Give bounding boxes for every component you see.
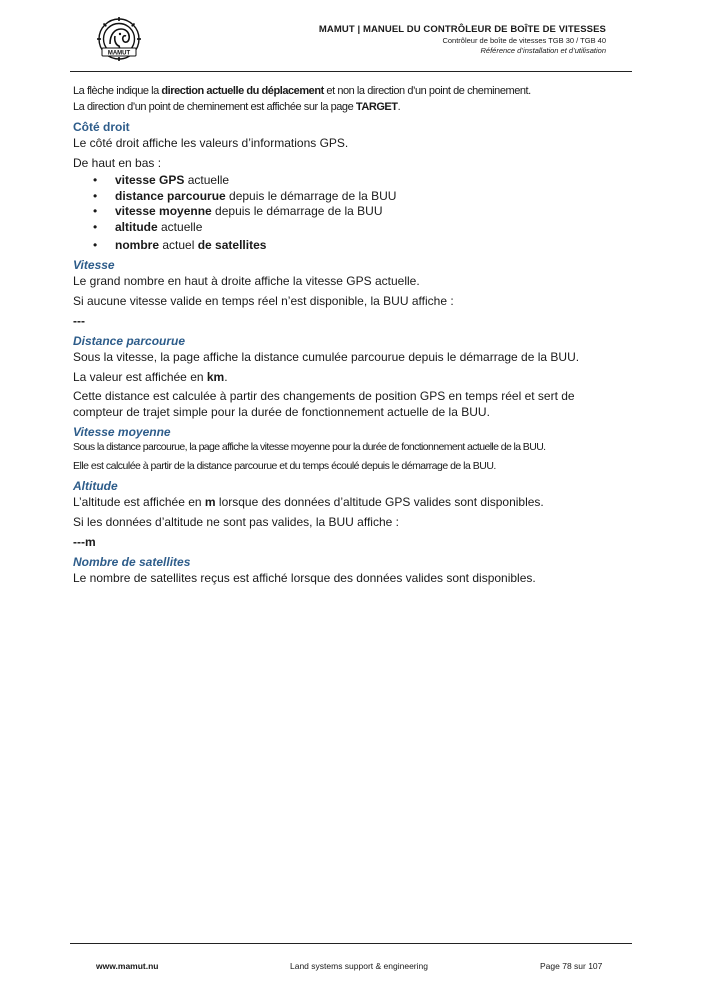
distance-text-3: Cette distance est calculée à partir des changements de position GPS en temps réel et sert de compteur de trajet simple pour la durée de fonctionnement actuelle de la BUU. (73, 388, 575, 419)
section-heading-right-side: Côté droit (73, 120, 130, 134)
right-side-text-1: Le côté droit affiche les valeurs d’informations GPS. (73, 136, 349, 150)
list-item: • distance parcourue depuis le démarrage de la BUU (73, 189, 633, 205)
average-speed-text-2: Elle est calculée à partir de la distance parcourue et du temps écoulé depuis le démarrage de la BUU. (73, 459, 496, 472)
right-side-text-2: De haut en bas : (73, 156, 162, 170)
heading-satellites: Nombre de satellites (73, 554, 191, 569)
list-item: • nombre actuel de satellites (73, 238, 633, 254)
distance-text-2: La valeur est affichée en km. (73, 369, 228, 384)
page-header (319, 24, 606, 56)
distance-text-1: Sous la vitesse, la page affiche la distance cumulée parcourue depuis le démarrage de la BUU. (73, 349, 580, 364)
intro-line-1: La flèche indique la direction actuelle du déplacement et non la direction d’un point de cheminement. (73, 85, 531, 97)
heading-speed: Vitesse (73, 257, 115, 272)
footer-divider (70, 943, 632, 944)
average-speed-text-1: Sous la distance parcourue, la page affiche la vitesse moyenne pour la durée de fonctionnement actuelle de la BUU. (73, 440, 546, 453)
heading-distance: Distance parcourue (73, 333, 186, 348)
altitude-text-1: L’altitude est affichée en m lorsque des données d’altitude GPS valides sont disponibles. (73, 494, 544, 509)
list-item: • altitude actuelle (73, 220, 633, 236)
footer-website-link[interactable]: www.mamut.nu (96, 961, 159, 971)
list-item: • vitesse moyenne depuis le démarrage de la BUU (73, 204, 633, 220)
footer-page-number: Page 78 sur 107 (540, 961, 603, 971)
altitude-placeholder-value: ---m (73, 534, 96, 549)
list-item: • vitesse GPS actuelle (73, 173, 633, 189)
page-content (73, 84, 633, 586)
mamut-logo (93, 16, 145, 62)
heading-altitude: Altitude (73, 478, 118, 493)
altitude-text-2: Si les données d’altitude ne sont pas valides, la BUU affiche : (73, 514, 399, 529)
speed-placeholder-value: --- (73, 313, 85, 328)
gps-values-list (73, 173, 633, 254)
heading-average-speed: Vitesse moyenne (73, 424, 171, 439)
logo-text: MAMUT (107, 50, 131, 57)
footer-tagline: Land systems support & engineering (290, 961, 428, 971)
satellites-text-1: Le nombre de satellites reçus est affiché lorsque des données valides sont disponibles. (73, 570, 536, 585)
header-subtitle-2: Référence d’installation et d’utilisation (480, 46, 606, 55)
intro-line-2: La direction d’un point de cheminement est affichée sur la page TARGET. (73, 101, 401, 113)
header-title: MAMUT | MANUEL DU CONTRÔLEUR DE BOÎTE DE VITESSES (318, 24, 606, 35)
header-subtitle: Contrôleur de boîte de vitesses TGB 30 / TGB 40 (442, 36, 606, 45)
header-divider (70, 71, 632, 72)
speed-text-1: Le grand nombre en haut à droite affiche la vitesse GPS actuelle. (73, 273, 420, 288)
speed-text-2: Si aucune vitesse valide en temps réel n’est disponible, la BUU affiche : (73, 293, 454, 308)
